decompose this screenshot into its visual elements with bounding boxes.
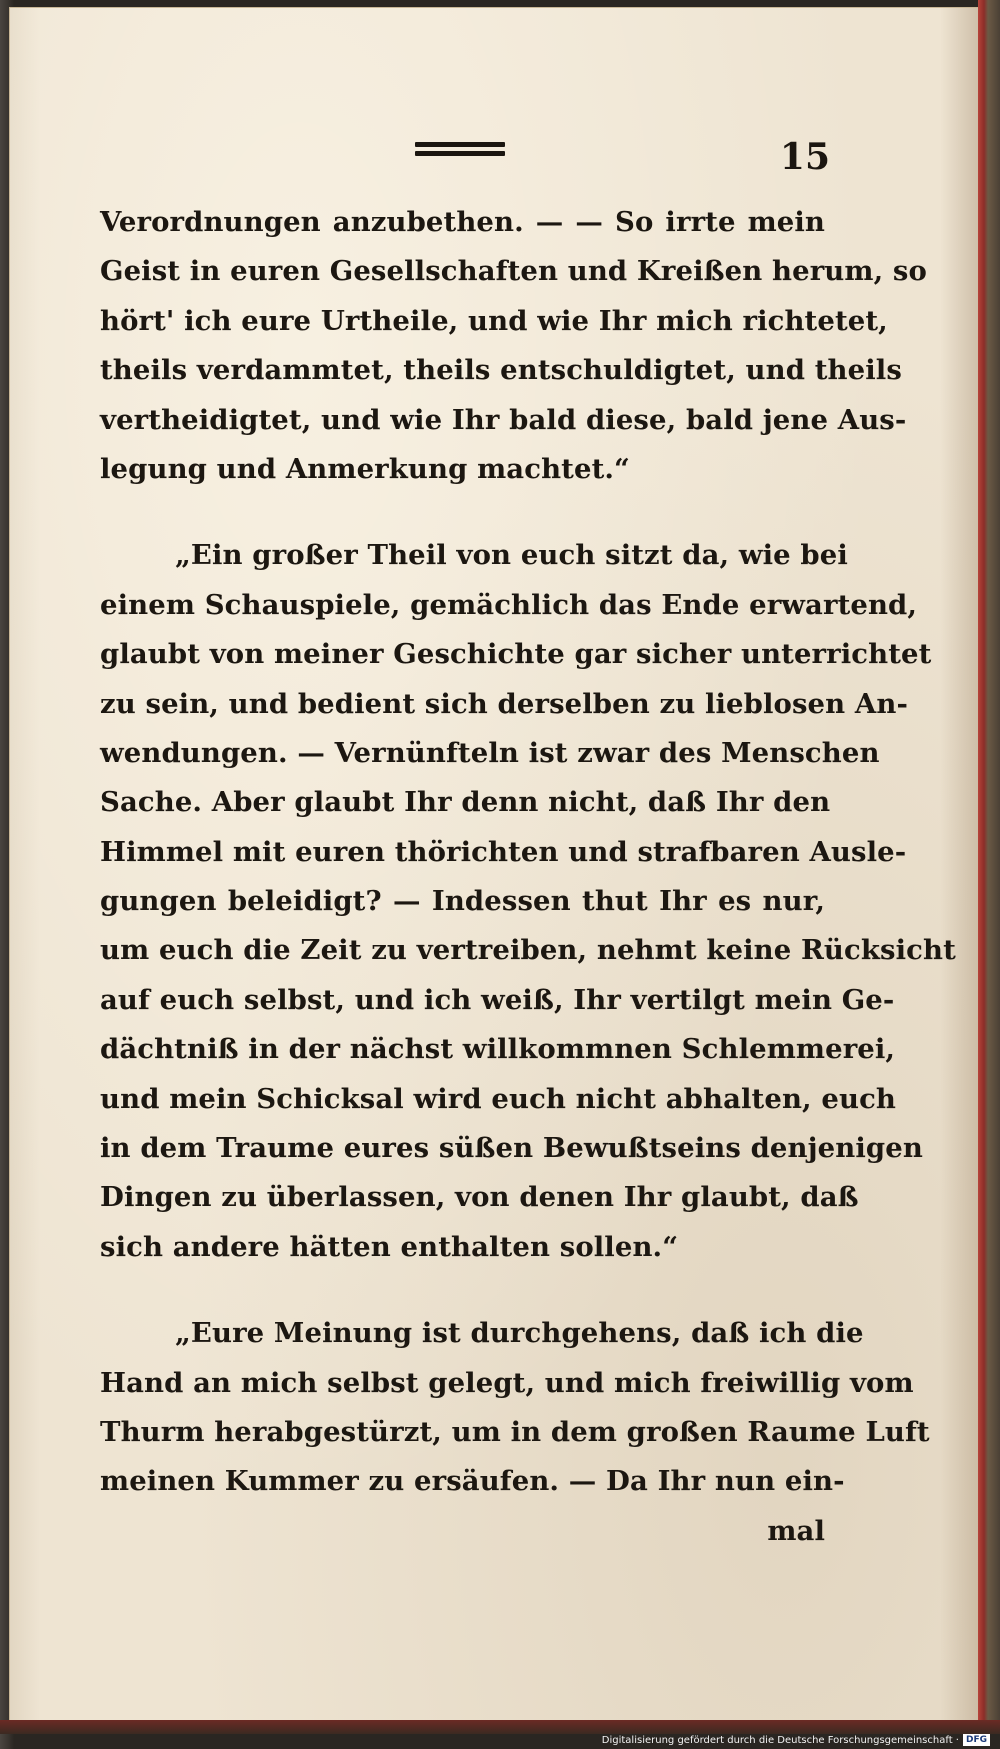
text-line: in dem Traume eures süßen Bewußtseins denjenigen bbox=[100, 1132, 923, 1165]
header-rule bbox=[415, 142, 505, 158]
text-line: Himmel mit euren thörichten und strafbaren Ausle- bbox=[100, 835, 907, 868]
text-line: theils verdammtet, theils entschuldigtet, und theils bbox=[100, 354, 902, 387]
text-line: um euch die Zeit zu vertreiben, nehmt keine Rücksicht bbox=[100, 934, 956, 967]
book-bottom-edge bbox=[0, 1720, 1000, 1734]
book-cover-edge bbox=[978, 0, 1000, 1720]
digitization-credit bbox=[520, 1734, 990, 1748]
text-line: Hand an mich selbst gelegt, und mich freiwillig vom bbox=[100, 1366, 914, 1399]
text-line: glaubt von meiner Geschichte gar sicher unterrichtet bbox=[100, 638, 932, 671]
header-rule-bar bbox=[415, 142, 505, 147]
text-line: zu sein, und bedient sich derselben zu lieblosen An- bbox=[100, 687, 908, 720]
text-line: Dingen zu überlassen, von denen Ihr glaubt, daß bbox=[100, 1181, 859, 1214]
text-line: und mein Schicksal wird euch nicht abhalten, euch bbox=[100, 1082, 897, 1115]
text-line: dächtniß in der nächst willkommnen Schlemmerei, bbox=[100, 1033, 896, 1066]
paper-page bbox=[10, 8, 978, 1720]
body-text bbox=[100, 198, 956, 1556]
credit-text: Digitalisierung gefördert durch die Deutsche Forschungsgemeinschaft · bbox=[601, 1735, 959, 1746]
text-line: „Eure Meinung ist durchgehens, daß ich die bbox=[175, 1317, 864, 1350]
text-line: einem Schauspiele, gemächlich das Ende erwartend, bbox=[100, 588, 918, 621]
text-line: hört' ich eure Urtheile, und wie Ihr mich richtetet, bbox=[100, 304, 888, 337]
catchword: mal bbox=[767, 1514, 825, 1547]
text-line: meinen Kummer zu ersäufen. — Da Ihr nun ein- bbox=[100, 1465, 845, 1498]
paragraph-gap bbox=[100, 1272, 825, 1309]
text-line: legung und Anmerkung machtet.“ bbox=[100, 452, 630, 485]
text-line: gungen beleidigt? — Indessen thut Ihr es nur, bbox=[100, 885, 825, 918]
text-line: sich andere hätten enthalten sollen.“ bbox=[100, 1230, 679, 1263]
paragraph-gap bbox=[100, 494, 825, 531]
text-line: auf euch selbst, und ich weiß, Ihr vertilgt mein Ge- bbox=[100, 983, 895, 1016]
text-line: vertheidigtet, und wie Ihr bald diese, bald jene Aus- bbox=[100, 403, 907, 436]
dfg-logo: DFG bbox=[963, 1734, 990, 1746]
text-line: „Ein großer Theil von euch sitzt da, wie bei bbox=[175, 539, 848, 572]
text-line: wendungen. — Vernünfteln ist zwar des Menschen bbox=[100, 736, 880, 769]
header-rule-bar bbox=[415, 151, 505, 156]
text-line: Sache. Aber glaubt Ihr denn nicht, daß Ihr den bbox=[100, 786, 831, 819]
text-line: Thurm herabgestürzt, um in dem großen Raume Luft bbox=[100, 1415, 930, 1448]
page-number: 15 bbox=[779, 136, 830, 178]
text-line: Geist in euren Gesellschaften und Kreißen herum, so bbox=[100, 255, 927, 288]
text-line: Verordnungen anzubethen. — — So irrte mein bbox=[100, 206, 825, 238]
